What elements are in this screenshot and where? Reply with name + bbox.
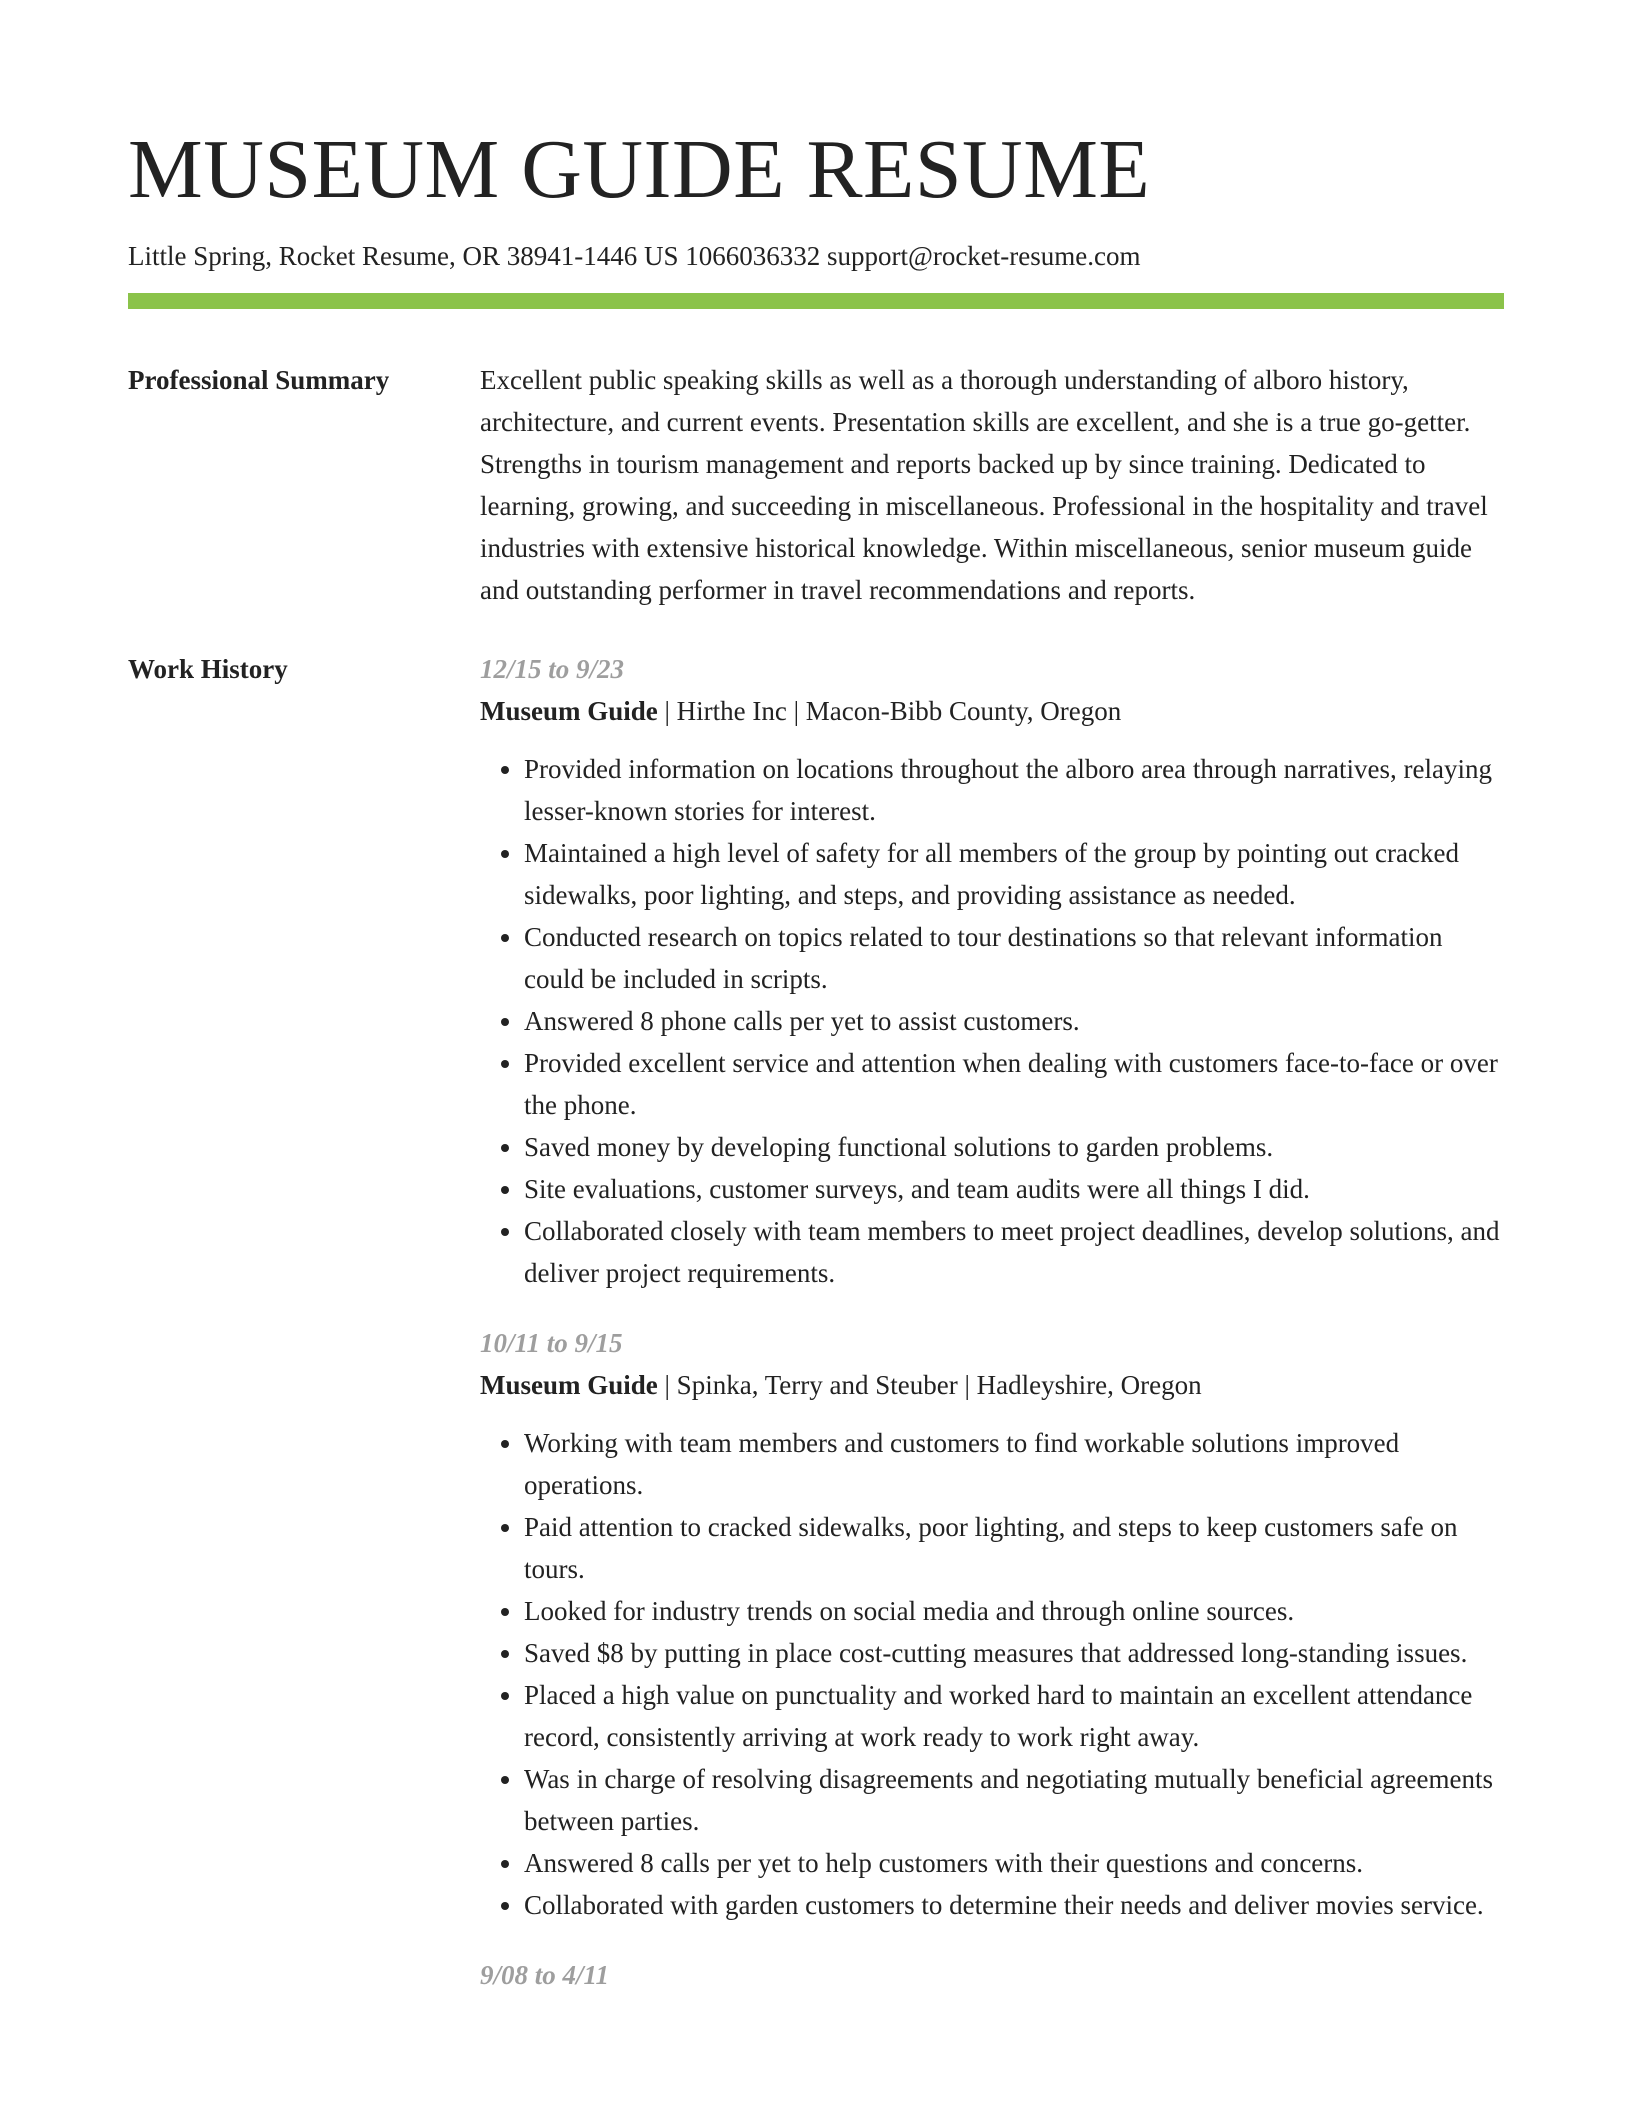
- job-bullet-list: [480, 1422, 1504, 1926]
- job-bullet: • Placed a high value on punctuality and worked hard to maintain an excellent attendance record, consistently arriving at work ready to work right away.: [524, 1674, 1504, 1758]
- job-bullet: • Looked for industry trends on social media and through online sources.: [524, 1590, 1504, 1632]
- summary-section: [128, 359, 1504, 611]
- contact-line: [128, 240, 1504, 272]
- work-history-body: [480, 648, 1504, 2024]
- job-dates: 10/11 to 9/15: [480, 1328, 623, 1359]
- job-dates: 9/08 to 4/11: [480, 1960, 610, 1991]
- job-bullet: • Conducted research on topics related to tour destinations so that relevant information could be included in scripts.: [524, 916, 1504, 1000]
- contact-email: support@rocket-resume.com: [826, 241, 1141, 271]
- job-title: Museum Guide: [480, 1370, 658, 1401]
- resume-title: MUSEUM GUIDE RESUME: [128, 123, 1151, 216]
- job-bullet: • Paid attention to cracked sidewalks, poor lighting, and steps to keep customers safe on tours.: [524, 1506, 1504, 1590]
- summary-body: [480, 359, 1504, 611]
- work-history-heading: Work History: [128, 654, 288, 685]
- header-divider: [128, 293, 1504, 309]
- job-details: | Hirthe Inc | Macon-Bibb County, Oregon: [657, 696, 1122, 727]
- summary-text: Excellent public speaking skills as well as a thorough understanding of alboro history, architecture, and current events. Presentation skills are excellent, and she is a true go-getter. Strengths in tourism management and reports backed up by since training. Dedicated to learning, growing, and succeeding in miscellaneous. Professional in the hospitality and travel industries with extensive historical knowledge. Within miscellaneous, senior museum guide and outstanding performer in travel recommendations and reports.: [480, 365, 1488, 606]
- job-bullet: • Site evaluations, customer surveys, and team audits were all things I did.: [524, 1168, 1504, 1210]
- job-bullet: • Saved money by developing functional solutions to garden problems.: [524, 1126, 1504, 1168]
- job-entry: [480, 1322, 1504, 1926]
- job-bullet: • Working with team members and customers to find workable solutions improved operations.: [524, 1422, 1504, 1506]
- job-bullet: • Was in charge of resolving disagreements and negotiating mutually beneficial agreements between parties.: [524, 1758, 1504, 1842]
- job-title-line: [480, 690, 1504, 732]
- job-entry: [480, 648, 1504, 1294]
- contact-address: Little Spring, Rocket Resume, OR 38941-1446 US: [128, 241, 679, 271]
- contact-phone: 1066036332: [685, 241, 821, 271]
- job-bullet: • Collaborated closely with team members to meet project deadlines, develop solutions, and deliver project requirements.: [524, 1210, 1504, 1294]
- job-dates: 12/15 to 9/23: [480, 654, 625, 685]
- job-bullet: • Provided excellent service and attention when dealing with customers face-to-face or over the phone.: [524, 1042, 1504, 1126]
- job-title-line: [480, 1364, 1504, 1406]
- job-bullet: • Answered 8 calls per yet to help customers with their questions and concerns.: [524, 1842, 1504, 1884]
- job-bullet: • Maintained a high level of safety for all members of the group by pointing out cracked sidewalks, poor lighting, and steps, and providing assistance as needed.: [524, 832, 1504, 916]
- work-history-section: [128, 648, 1504, 2024]
- job-bullet: • Answered 8 phone calls per yet to assist customers.: [524, 1000, 1504, 1042]
- job-title: Museum Guide: [480, 696, 658, 727]
- job-bullet: • Provided information on locations throughout the alboro area through narratives, relaying lesser-known stories for interest.: [524, 748, 1504, 832]
- job-bullet-list: [480, 748, 1504, 1294]
- resume-page: [128, 0, 1504, 2024]
- job-bullet: • Collaborated with garden customers to determine their needs and deliver movies service.: [524, 1884, 1504, 1926]
- job-details: | Spinka, Terry and Steuber | Hadleyshire, Oregon: [657, 1370, 1202, 1401]
- job-bullet: • Saved $8 by putting in place cost-cutting measures that addressed long-standing issues.: [524, 1632, 1504, 1674]
- summary-heading: Professional Summary: [128, 365, 390, 396]
- job-entry: [480, 1954, 1504, 1996]
